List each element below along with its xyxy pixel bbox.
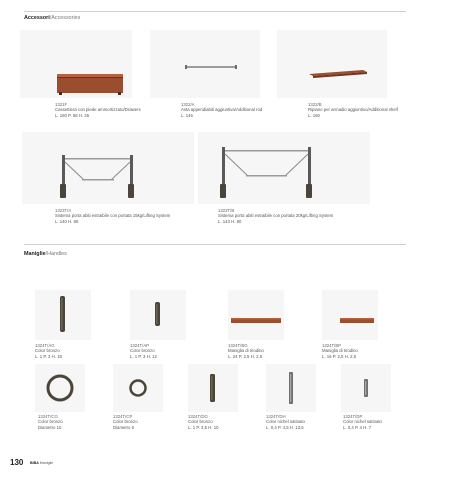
product-image-rod — [150, 30, 260, 98]
product-image-drawers — [20, 30, 132, 98]
product-image-1324T-DG — [188, 364, 238, 412]
small-ring-handle-icon — [113, 364, 163, 412]
product-image-1324T-CG — [35, 364, 85, 412]
footer-label: BIBA Maniglie — [30, 461, 54, 465]
caption-1324T-CP: 1324T/CP Color bronzo Diametro 6 — [113, 414, 138, 430]
hanging-rod-icon — [150, 30, 260, 98]
drawer-unit-icon — [20, 30, 132, 98]
product-image-1324T-AP — [130, 290, 186, 340]
product-image-1324T-BG — [228, 290, 284, 340]
product-image-1324T-BP — [322, 290, 378, 340]
product-image-1324T-AG — [35, 290, 91, 340]
middle-rule — [24, 244, 406, 245]
small-nickel-bar-icon — [341, 364, 391, 412]
short-wood-handle-icon — [322, 290, 378, 340]
caption-1322A: 1322/A Asta appendiabiti aggiuntiva/Additional rod L. 146 — [181, 102, 263, 118]
caption-1324T-CG: 1324T/CG Color bronzo Diametro 10 — [38, 414, 63, 430]
product-image-lifting-20kg — [198, 132, 370, 204]
page-number: 130 — [10, 458, 24, 467]
section-title-accessori: Accessori/Accessories — [24, 15, 81, 21]
caption-1324T-DG: 1324T/DG Color bronzo L. 1 P. 3,5 H. 10 — [188, 414, 219, 430]
shelf-icon — [277, 30, 387, 98]
caption-1322B: 1322/B Ripiano per armadio aggiuntivo/Additional shelf L. 160 — [308, 102, 398, 118]
caption-1324T-DP: 1324T/DP Color nichel satinato L. 0,4 P. 4 H. 7 — [343, 414, 382, 430]
caption-1324T-BG: 1324T/BG Maniglia di tirodino L. 24 P. 2,5 H. 2,5 — [228, 343, 264, 359]
caption-1324T-BP: 1324T/BP Maniglia di tirodino L. 16 P. 2,5 H. 2,5 — [322, 343, 358, 359]
product-image-1324T-CP — [113, 364, 163, 412]
top-rule — [24, 11, 406, 12]
product-image-1324T-DH — [266, 364, 316, 412]
caption-1324T-DH: 1324T/DH Color nichel satinato L. 0,4 P. 4,5 H. 13,5 — [266, 414, 305, 430]
small-bar-handle-icon — [130, 290, 186, 340]
long-wood-handle-icon — [228, 290, 284, 340]
lifting-system-icon — [198, 132, 370, 204]
product-image-lifting-15kg — [22, 132, 194, 204]
lifting-system-icon — [22, 132, 194, 204]
bar-handle-icon — [35, 290, 91, 340]
caption-1321F: 1321F Cassettiera con piede ammortizzato/Drawers L. 160 P. 58 H. 36 — [55, 102, 141, 118]
caption-1324T-AG: 1324T/AG Color bronzo L. 1 P. 3 H. 18 — [35, 343, 62, 359]
knob-bar-icon — [188, 364, 238, 412]
caption-1324T-AP: 1324T/AP Color bronzo L. 1 P. 3 H. 12 — [130, 343, 157, 359]
caption-1323TB: 1323T/B Sistema porta abiti estraibile con portata 20kg/Lifting System L. 143 H. 80 — [218, 208, 334, 224]
ring-handle-icon — [35, 364, 85, 412]
section-title-maniglie: Maniglie/Handles — [24, 251, 67, 257]
nickel-bar-icon — [266, 364, 316, 412]
product-image-shelf — [277, 30, 387, 98]
product-image-1324T-DP — [341, 364, 391, 412]
caption-1323TA: 1323T/A Sistema porta abiti estraibile con portata 15kg/Lifting System L. 140 H. 65 — [55, 208, 171, 224]
